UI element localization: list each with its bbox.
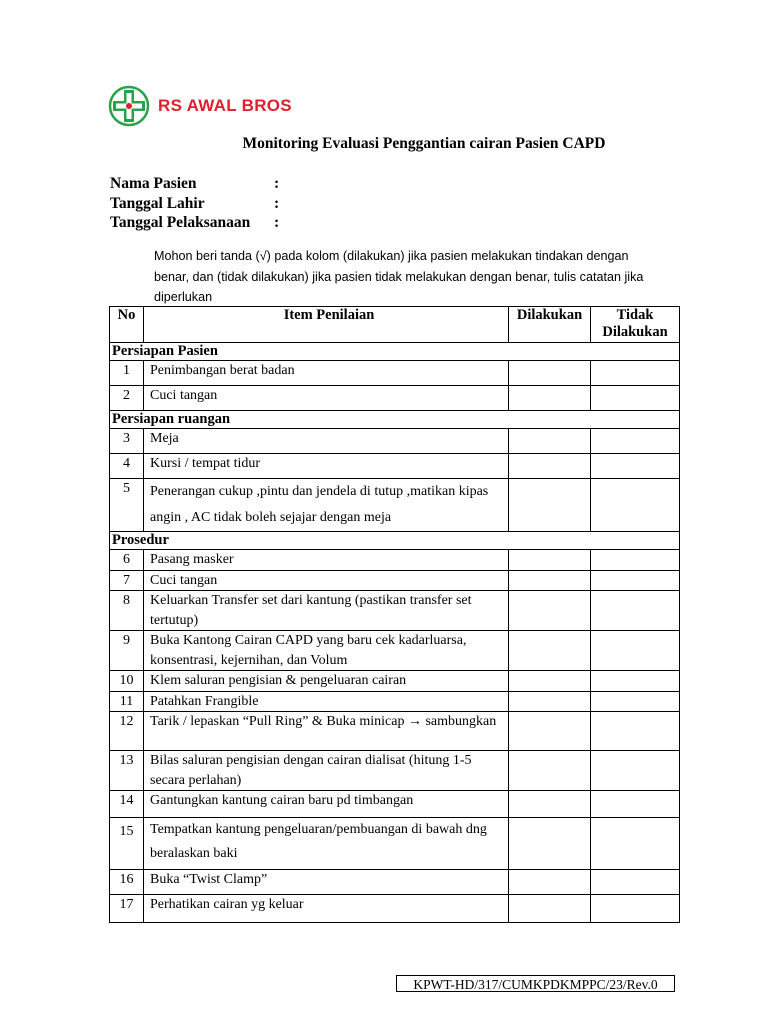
tidak-dilakukan-cell[interactable] [591,631,680,671]
row-item: Klem saluran pengisian & pengeluaran cairan [144,671,509,692]
row-number: 15 [110,818,144,870]
dilakukan-cell[interactable] [509,631,591,671]
row-number: 9 [110,631,144,671]
dilakukan-cell[interactable] [509,386,591,411]
row-number: 17 [110,895,144,923]
row-number: 14 [110,791,144,818]
table-row [110,791,680,818]
dilakukan-cell[interactable] [509,570,591,591]
table-row [110,386,680,411]
logo-text: RS AWAL BROS [158,96,292,115]
header-tidak-dilakukan: Tidak Dilakukan [591,307,680,343]
tidak-dilakukan-cell[interactable] [591,386,680,411]
dilakukan-cell[interactable] [509,671,591,692]
tidak-dilakukan-cell[interactable] [591,691,680,712]
table-row [110,818,680,870]
row-item: Gantungkan kantung cairan baru pd timbangan [144,791,509,818]
section-row [110,411,680,429]
dilakukan-cell[interactable] [509,712,591,751]
header-dilakukan: Dilakukan [509,307,591,343]
row-number: 1 [110,361,144,386]
cross-logo-icon [108,85,150,127]
row-number: 16 [110,870,144,895]
tidak-dilakukan-cell[interactable] [591,818,680,870]
dilakukan-cell[interactable] [509,429,591,454]
field-separator: : [274,194,280,212]
table-row [110,429,680,454]
patient-fields [110,174,279,233]
tidak-dilakukan-cell[interactable] [591,570,680,591]
instruction-line: Mohon beri tanda (√) pada kolom (dilakukan) jika pasien melakukan tindakan dengan [154,249,629,263]
dilakukan-cell[interactable] [509,691,591,712]
row-item: Penerangan cukup ,pintu dan jendela di tutup ,matikan kipas angin , AC tidak boleh sejajar dengan meja [144,479,509,532]
tidak-dilakukan-cell[interactable] [591,591,680,631]
field-separator: : [274,175,280,192]
tidak-dilakukan-cell[interactable] [591,361,680,386]
dilakukan-cell[interactable] [509,870,591,895]
dilakukan-cell[interactable] [509,791,591,818]
row-item: Buka Kantong Cairan CAPD yang baru cek kadarluarsa, konsentrasi, kejernihan, dan Volum [144,631,509,671]
row-item: Cuci tangan [144,386,509,411]
row-number: 3 [110,429,144,454]
row-number: 2 [110,386,144,411]
dilakukan-cell[interactable] [509,479,591,532]
row-number: 5 [110,479,144,532]
row-item: Pasang masker [144,550,509,571]
instruction-line: diperlukan [154,290,213,304]
tidak-dilakukan-cell[interactable] [591,550,680,571]
field-nama-pasien [110,174,279,194]
dilakukan-cell[interactable] [509,550,591,571]
document-code: KPWT-HD/317/CUMKPDKMPPC/23/Rev.0 [396,975,675,992]
hospital-logo [108,84,292,128]
row-item: Buka “Twist Clamp” [144,870,509,895]
section-title: Persiapan Pasien [110,343,680,361]
section-row [110,343,680,361]
tidak-dilakukan-cell[interactable] [591,454,680,479]
row-number: 8 [110,591,144,631]
field-tanggal-lahir [110,194,279,214]
instruction-text [154,246,684,308]
row-item: Patahkan Frangible [144,691,509,712]
instruction-line: benar, dan (tidak dilakukan) jika pasien tidak melakukan dengan benar, tulis catatan jika [154,269,644,284]
table-row [110,570,680,591]
row-number: 6 [110,550,144,571]
tidak-dilakukan-cell[interactable] [591,429,680,454]
table-row [110,712,680,751]
header-item: Item Penilaian [144,307,509,343]
tidak-dilakukan-cell[interactable] [591,870,680,895]
row-number: 7 [110,570,144,591]
tidak-dilakukan-cell[interactable] [591,791,680,818]
row-item: Bilas saluran pengisian dengan cairan dialisat (hitung 1-5 secara perlahan) [144,751,509,791]
section-title: Persiapan ruangan [110,411,680,429]
dilakukan-cell[interactable] [509,454,591,479]
tidak-dilakukan-cell[interactable] [591,479,680,532]
row-item: Penimbangan berat badan [144,361,509,386]
row-item: Keluarkan Transfer set dari kantung (pastikan transfer set tertutup) [144,591,509,631]
dilakukan-cell[interactable] [509,591,591,631]
table-row [110,361,680,386]
row-number: 10 [110,671,144,692]
tidak-dilakukan-cell[interactable] [591,671,680,692]
tidak-dilakukan-cell[interactable] [591,751,680,791]
row-number: 4 [110,454,144,479]
field-label: Tanggal Pelaksanaan [110,214,251,231]
table-row [110,870,680,895]
table-header-row [110,307,680,343]
table-row [110,550,680,571]
row-item: Kursi / tempat tidur [144,454,509,479]
table-row [110,479,680,532]
tidak-dilakukan-cell[interactable] [591,895,680,923]
page-title: Monitoring Evaluasi Penggantian cairan Pasien CAPD [242,135,606,152]
row-number: 11 [110,691,144,712]
table-row [110,631,680,671]
row-item: Tempatkan kantung pengeluaran/pembuangan di bawah dng beralaskan baki [144,818,509,870]
table-row [110,671,680,692]
field-label: Tanggal Lahir [110,194,205,212]
field-separator: : [274,214,280,231]
tidak-dilakukan-cell[interactable] [591,712,680,751]
dilakukan-cell[interactable] [509,818,591,870]
row-item: Tarik / lepaskan “Pull Ring” & Buka minicap → sambungkan [144,712,509,751]
section-title: Prosedur [110,532,680,550]
table-row [110,895,680,923]
header-no: No [110,307,144,343]
table-row [110,751,680,791]
table-row [110,591,680,631]
dilakukan-cell[interactable] [509,895,591,923]
table-row [110,454,680,479]
dilakukan-cell[interactable] [509,361,591,386]
field-tanggal-pelaksanaan [110,213,279,233]
dilakukan-cell[interactable] [509,751,591,791]
table-row [110,691,680,712]
row-number: 13 [110,751,144,791]
row-item: Cuci tangan [144,570,509,591]
row-number: 12 [110,712,144,751]
section-row [110,532,680,550]
row-item: Perhatikan cairan yg keluar [144,895,509,923]
evaluation-table [109,306,680,923]
field-label: Nama Pasien [110,175,197,192]
row-item: Meja [144,429,509,454]
